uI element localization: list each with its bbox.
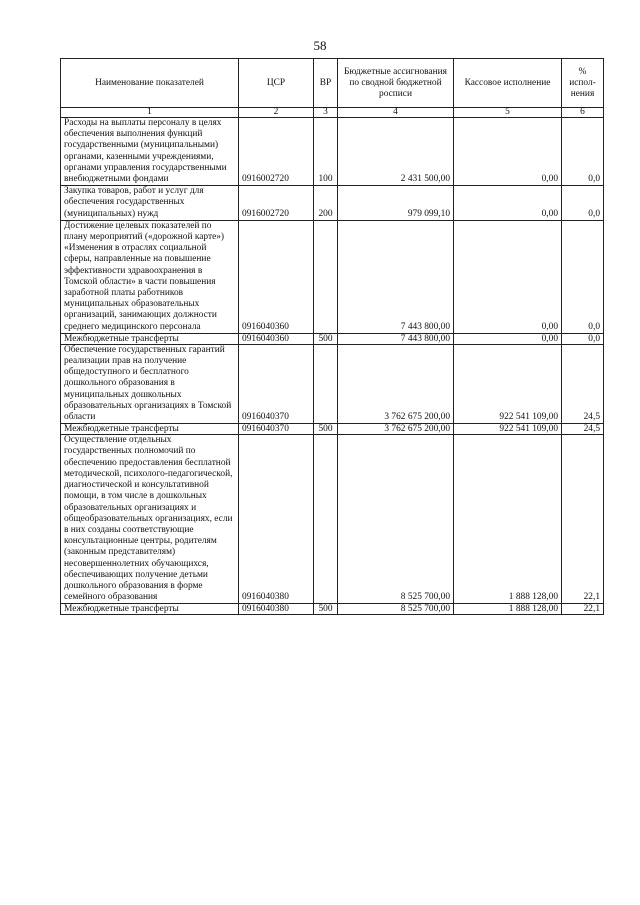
header-csr: ЦСР	[239, 59, 314, 108]
column-number: 3	[314, 108, 338, 118]
row-budget: 979 099,10	[338, 186, 454, 221]
row-cash: 0,00	[454, 220, 562, 333]
row-percent: 0,0	[562, 220, 604, 333]
row-csr: 0916040360	[239, 333, 314, 344]
row-vr: 500	[314, 333, 338, 344]
row-name: Межбюджетные трансферты	[61, 424, 239, 435]
row-budget: 2 431 500,00	[338, 118, 454, 186]
table-row	[61, 118, 604, 186]
row-vr	[314, 220, 338, 333]
row-csr: 0916040370	[239, 344, 314, 423]
row-name: Закупка товаров, работ и услуг для обеспечения государственных (муниципальных) нужд	[61, 186, 239, 221]
column-number: 4	[338, 108, 454, 118]
row-vr: 500	[314, 604, 338, 615]
row-budget: 7 443 800,00	[338, 333, 454, 344]
row-cash: 1 888 128,00	[454, 604, 562, 615]
column-number: 1	[61, 108, 239, 118]
row-percent: 24,5	[562, 424, 604, 435]
row-csr: 0916040380	[239, 604, 314, 615]
row-name: Обеспечение государственных гарантий реализации прав на получение общедоступного и бесплатного дошкольного образования в муниципальных дошкольных образовательных организациях в Томской области	[61, 344, 239, 423]
row-budget: 8 525 700,00	[338, 604, 454, 615]
table-row	[61, 186, 604, 221]
row-name: Осуществление отдельных государственных полномочий по обеспечению предоставления бесплатной методической, психолого-педагогической, диагностической и консультативной помощи, в том числе в дошкольных образовательных организациях и общеобразовательных организациях, если в них созданы соответствующие консультационные центры, родителям (законным представителям) несовершеннолетних обучающихся, обеспечивающих получение детьми дошкольного образования в форме семейного образования	[61, 435, 239, 604]
row-percent: 22,1	[562, 604, 604, 615]
row-name: Достижение целевых показателей по плану мероприятий («дорожной карте») «Изменения в отраслях социальной сферы, направленные на повышение эффективности здравоохранения в Томской области» в части повышения заработной платы работников муниципальных образовательных организаций, занимающих должности среднего медицинского персонала	[61, 220, 239, 333]
budget-table	[60, 58, 604, 615]
table-row	[61, 344, 604, 423]
row-percent: 24,5	[562, 344, 604, 423]
header-percent: % испол-нения	[562, 59, 604, 108]
table-row	[61, 604, 604, 615]
row-budget: 8 525 700,00	[338, 435, 454, 604]
row-vr: 200	[314, 186, 338, 221]
row-budget: 3 762 675 200,00	[338, 424, 454, 435]
row-cash: 1 888 128,00	[454, 435, 562, 604]
header-budget: Бюджетные ассигнования по сводной бюджетной росписи	[338, 59, 454, 108]
row-name: Межбюджетные трансферты	[61, 604, 239, 615]
header-name: Наименование показателей	[61, 59, 239, 108]
row-cash: 0,00	[454, 118, 562, 186]
header-row	[61, 59, 604, 108]
row-percent: 22,1	[562, 435, 604, 604]
table-row	[61, 333, 604, 344]
column-number: 2	[239, 108, 314, 118]
row-vr: 100	[314, 118, 338, 186]
table-row	[61, 435, 604, 604]
column-number-row	[61, 108, 604, 118]
row-budget: 3 762 675 200,00	[338, 344, 454, 423]
row-name: Межбюджетные трансферты	[61, 333, 239, 344]
row-budget: 7 443 800,00	[338, 220, 454, 333]
row-csr: 0916040360	[239, 220, 314, 333]
row-cash: 922 541 109,00	[454, 344, 562, 423]
row-cash: 0,00	[454, 333, 562, 344]
row-vr: 500	[314, 424, 338, 435]
table-row	[61, 424, 604, 435]
table-row	[61, 220, 604, 333]
row-name: Расходы на выплаты персоналу в целях обеспечения выполнения функций государственными (муниципальными) органами, казенными учреждениями, органами управления государственными внебюджетными фондами	[61, 118, 239, 186]
column-number: 6	[562, 108, 604, 118]
header-vr: ВР	[314, 59, 338, 108]
column-number: 5	[454, 108, 562, 118]
row-csr: 0916002720	[239, 186, 314, 221]
row-cash: 0,00	[454, 186, 562, 221]
row-cash: 922 541 109,00	[454, 424, 562, 435]
row-vr	[314, 344, 338, 423]
row-csr: 0916040370	[239, 424, 314, 435]
row-csr: 0916040380	[239, 435, 314, 604]
row-percent: 0,0	[562, 186, 604, 221]
header-cash: Кассовое исполнение	[454, 59, 562, 108]
row-percent: 0,0	[562, 118, 604, 186]
row-percent: 0,0	[562, 333, 604, 344]
row-vr	[314, 435, 338, 604]
page-number: 58	[313, 38, 327, 53]
row-csr: 0916002720	[239, 118, 314, 186]
